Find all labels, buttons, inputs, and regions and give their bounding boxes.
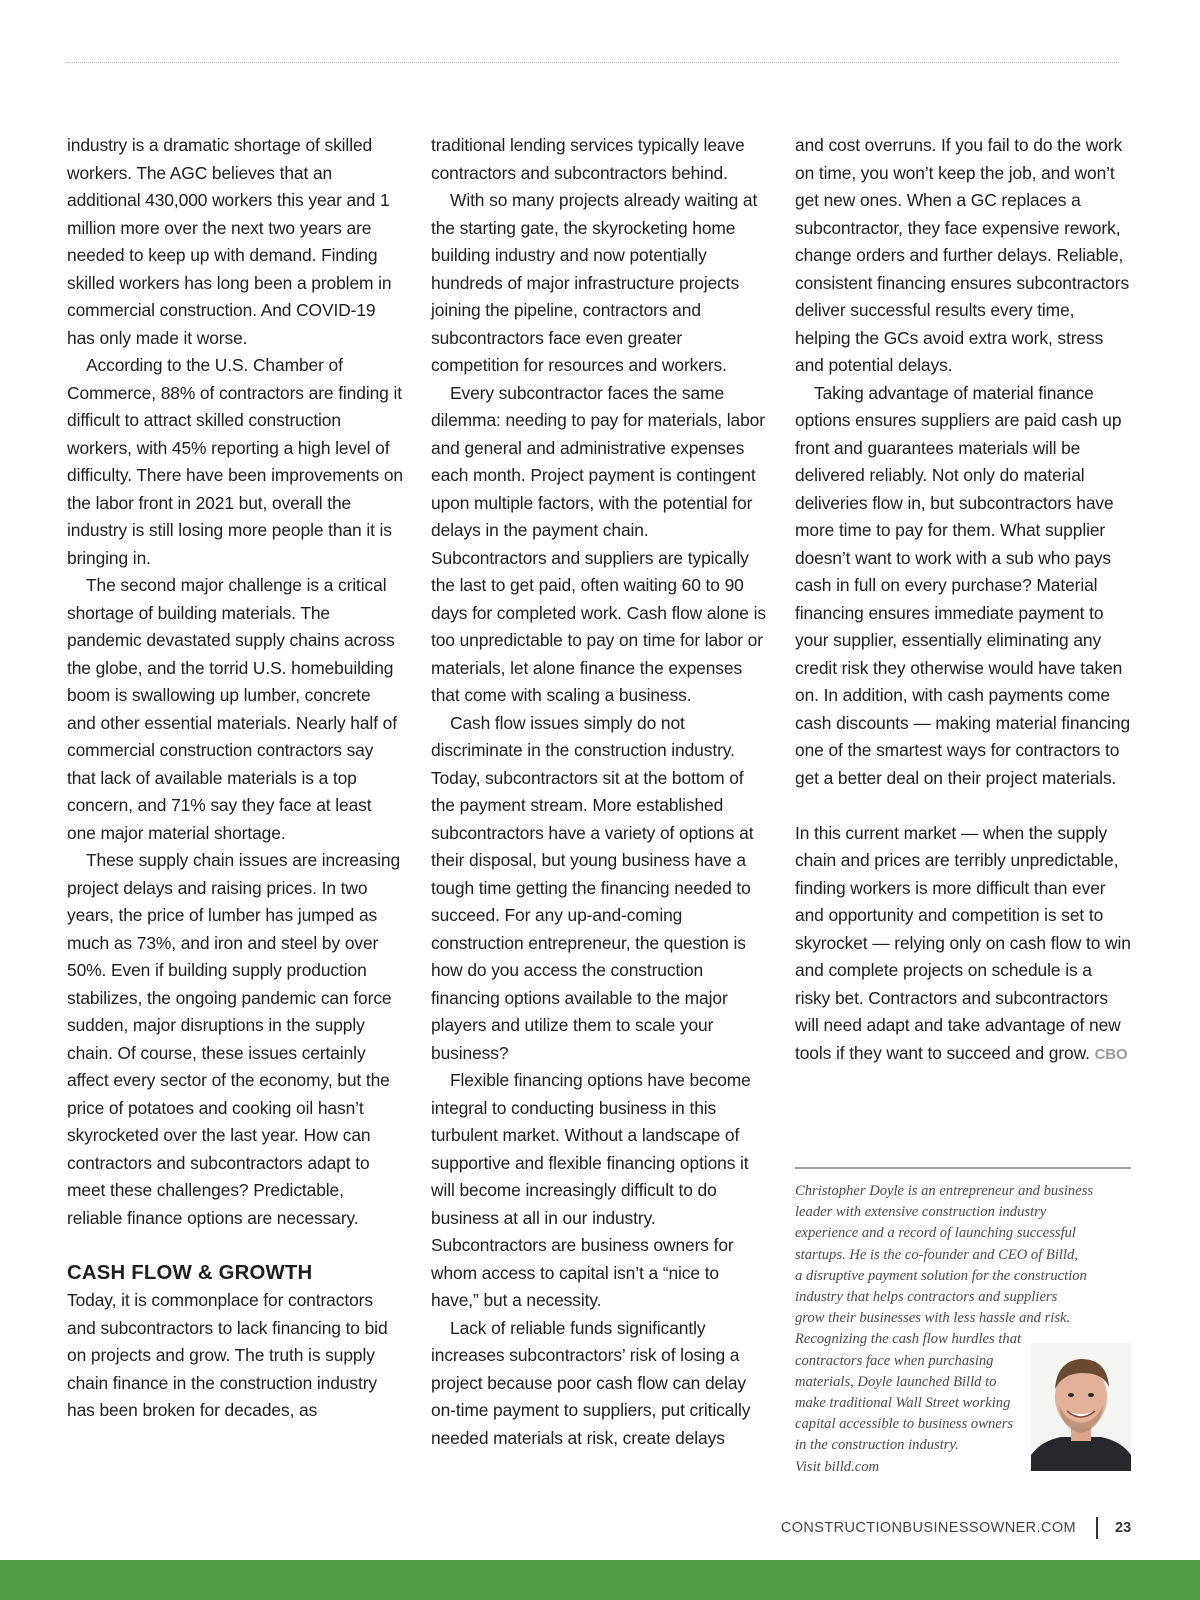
bio-line: leader with extensive construction industry [795,1204,1047,1221]
paragraph: Cash flow issues simply do not discriminate in the construction industry. Today, subcontractors sit at the bottom of the payment stream. More established subcontractors have a variety of options at their disposal, but young business have a tough time getting the financing needed to succeed. For any up-and-coming construction entrepreneur, the question is how do you access the construction financing options available to the major players and utilize them to scale your business? [431,712,754,1063]
bio-divider [795,1167,1131,1169]
bio-line: startups. He is the co-founder and CEO of Billd, [795,1246,1078,1263]
paragraph-final [795,820,1131,1069]
end-mark: CBO [1094,1045,1128,1063]
paragraph: Lack of reliable funds significantly increases subcontractors’ risk of losing a project because poor cash flow can delay on-time payment to suppliers, put critically needed materials at risk, create delays [431,1317,751,1448]
paragraph: These supply chain issues are increasing project delays and raising prices. In two years, the price of lumber has jumped as much as 73%, and iron and steel by over 50%. Even if building supply production stabilizes, the ongoing pandemic can force sudden, major disruptions in the supply chain. Of course, these issues certainly affect every sector of the economy, but the price of potatoes and cooking oil hasn’t skyrocketed over the last year. How can contractors and subcontractors adapt to meet these challenges? Predictable, reliable finance options are necessary. [67,850,401,1228]
article-column-1 [67,132,403,1425]
author-portrait-illustration [1031,1343,1131,1471]
footer-color-bar [0,1560,1200,1600]
paragraph: and cost overruns. If you fail to do the work on time, you won’t keep the job, and won’t get new ones. When a GC replaces a subcontractor, they face expensive rework, change orders and further delays. Reliable, consistent financing ensures subcontractors deliver successful results every time, helping the GCs avoid extra work, stress and potential delays. [795,135,1130,375]
paragraph: Taking advantage of material finance options ensures suppliers are paid cash up front and guarantees materials will be delivered reliably. Not only do material deliveries flow in, but subcontractors have more time to pay for them. What supplier doesn’t want to work with a sub who pays cash in full on every purchase? Material financing ensures immediate payment to your supplier, essentially eliminating any credit risk they otherwise would have taken on. In addition, with cash payments come cash discounts — making material financing one of the smartest ways for contractors to get a better deal on their project materials. [795,382,1131,788]
paragraph: With so many projects already waiting at the starting gate, the skyrocketing home building industry and now potentially hundreds of major infrastructure projects joining the pipeline, contractors and subcontractors face even greater competition for resources and workers. [431,190,758,375]
bio-line: make traditional Wall Street working [795,1395,1011,1412]
bio-line: Christopher Doyle is an entrepreneur and business [795,1183,1094,1199]
final-paragraph-text: In this current market — when the supply chain and prices are terribly unpredictable, finding workers is more difficult than ever and opportunity and competition is set to skyrocket — relying only on cash flow to win and complete projects on schedule is a risky bet. Contractors and subcontractors will need adapt and take advantage of new tools if they want to succeed and grow. [795,822,1131,1063]
article-column-3 [795,132,1131,1068]
paragraph: traditional lending services typically leave contractors and subcontractors behind. [431,135,745,183]
bio-line: a disruptive payment solution for the construction [795,1267,1087,1284]
section-subhead: CASH FLOW & GROWTH [67,1261,313,1284]
bio-line: experience and a record of launching successful [795,1225,1076,1242]
paragraph: industry is a dramatic shortage of skilled workers. The AGC believes that an additional 430,000 workers this year and 1 million more over the next two years are needed to keep up with demand. Finding skilled workers has long been a problem in commercial construction. And COVID-19 has only made it worse. [67,135,392,348]
paragraph: Every subcontractor faces the same dilemma: needing to pay for materials, labor and general and administrative expenses each month. Project payment is contingent upon multiple factors, with the potential for delays in the payment chain. Subcontractors and suppliers are typically the last to get paid, often waiting 60 to 90 days for completed work. Cash flow alone is too unpredictable to pay on time for labor or materials, let alone finance the expenses that come with scaling a business. [431,382,766,705]
article-column-2 [431,132,767,1452]
bio-link[interactable]: Visit billd.com [795,1458,880,1475]
bio-line: grow their businesses with less hassle and risk. [795,1310,1071,1327]
bio-line: Recognizing the cash flow hurdles that [795,1331,1022,1348]
bio-line: materials, Doyle launched Billd to [795,1373,997,1390]
footer-separator [1096,1517,1098,1539]
top-dotted-rule [67,62,1119,63]
bio-line: capital accessible to business owners [795,1416,1014,1433]
bio-line: contractors face when purchasing [795,1352,994,1369]
footer-website[interactable]: CONSTRUCTIONBUSINESSOWNER.COM [780,1520,1076,1536]
paragraph: The second major challenge is a critical shortage of building materials. The pandemic devastated supply chains across the globe, and the torrid U.S. homebuilding boom is swallowing up lumber, concrete and other essential materials. Nearly half of commercial construction contractors say that lack of available materials is a top concern, and 71% say they face at least one major material shortage. [67,575,397,843]
bio-line: in the construction industry. [795,1437,959,1454]
bio-line: industry that helps contractors and suppliers [795,1289,1058,1306]
paragraph: According to the U.S. Chamber of Commerce, 88% of contractors are finding it difficult to attract skilled construction workers, with 45% reporting a high level of difficulty. There have been improvements on the labor front in 2021 but, overall the industry is still losing more people than it is bringing in. [67,355,403,568]
page-number: 23 [1115,1520,1132,1536]
paragraph: Flexible financing options have become integral to conducting business in this turbulent market. Without a landscape of supportive and flexible financing options it will become increasingly difficult to do business at all in our industry. Subcontractors are business owners for whom access to capital isn’t a “nice to have,” but a necessity. [431,1070,751,1310]
author-portrait [1031,1343,1131,1471]
paragraph: Today, it is commonplace for contractors and subcontractors to lack financing to bid on projects and grow. The truth is supply chain finance in the construction industry has been broken for decades, as [67,1290,388,1420]
